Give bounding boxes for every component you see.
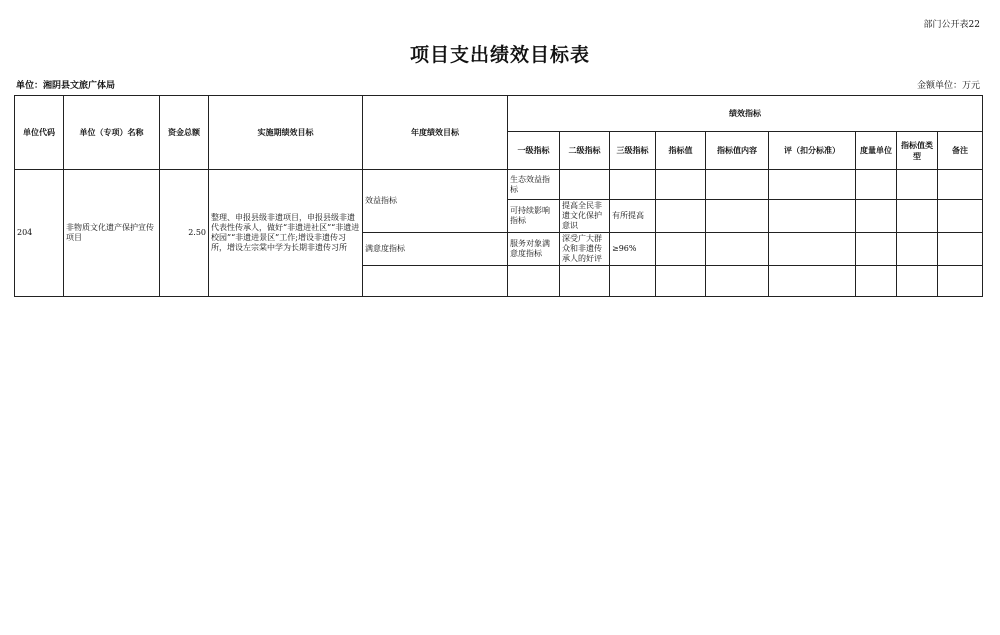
- header-unit-name: 单位（专项）名称: [64, 96, 160, 170]
- page-title: 项目支出绩效目标表: [409, 44, 590, 66]
- header-funds-total: 资金总额: [160, 96, 209, 170]
- amount-unit: 金额单位：万元: [916, 81, 980, 91]
- cell-annual-goal-1: 效益指标: [363, 170, 508, 233]
- cell-level2: [560, 266, 610, 297]
- cell-level3: [610, 266, 656, 297]
- performance-table: [14, 95, 983, 297]
- cell-level2: 提高全民非遗文化保护意识: [560, 200, 610, 233]
- header-value-type: 指标值类型: [897, 132, 938, 170]
- header-value-content: 指标值内容: [706, 132, 769, 170]
- cell-level3: 有所提高: [610, 200, 656, 233]
- cell-unit-name: 非物质文化遗产保护宣传项目: [64, 170, 160, 297]
- header-unit-code: 单位代码: [15, 96, 64, 170]
- header-remarks: 备注: [938, 132, 983, 170]
- header-measure-unit: 度量单位: [856, 132, 897, 170]
- cell-level1: 服务对象满意度指标: [508, 233, 560, 266]
- header-value: 指标值: [656, 132, 706, 170]
- cell-level2: [560, 170, 610, 200]
- cell-level1: 可持续影响指标: [508, 200, 560, 233]
- cell-funds-total: 2.50: [160, 170, 209, 297]
- header-perf-indicators: 绩效指标: [508, 96, 983, 132]
- header-level3: 三级指标: [610, 132, 656, 170]
- cell-annual-goal-2: 满意度指标: [363, 233, 508, 266]
- cell-level1: 生态效益指标: [508, 170, 560, 200]
- page-tag: 部门公开表22: [923, 20, 980, 30]
- cell-unit-code: 204: [15, 170, 64, 297]
- cell-level3: [610, 170, 656, 200]
- header-period-goal: 实施期绩效目标: [209, 96, 363, 170]
- cell-level3: ≥96%: [610, 233, 656, 266]
- header-scoring: 评（扣分标准）: [769, 132, 856, 170]
- header-annual-goal: 年度绩效目标: [363, 96, 508, 170]
- header-level2: 二级指标: [560, 132, 610, 170]
- header-level1: 一级指标: [508, 132, 560, 170]
- unit-label: 单位：湘阴县文旅广体局: [16, 81, 116, 91]
- cell-level2: 深受广大群众和非遗传承人的好评: [560, 233, 610, 266]
- cell-period-goal: 整理、申报县级非遗项目，申报县级非遗代表性传承人，做好“非遗进社区”“非遗进校园”“非遗进景区”工作;增设非遗传习所，增设左宗棠中学为长期非遗传习所: [209, 170, 363, 297]
- cell-level1: [508, 266, 560, 297]
